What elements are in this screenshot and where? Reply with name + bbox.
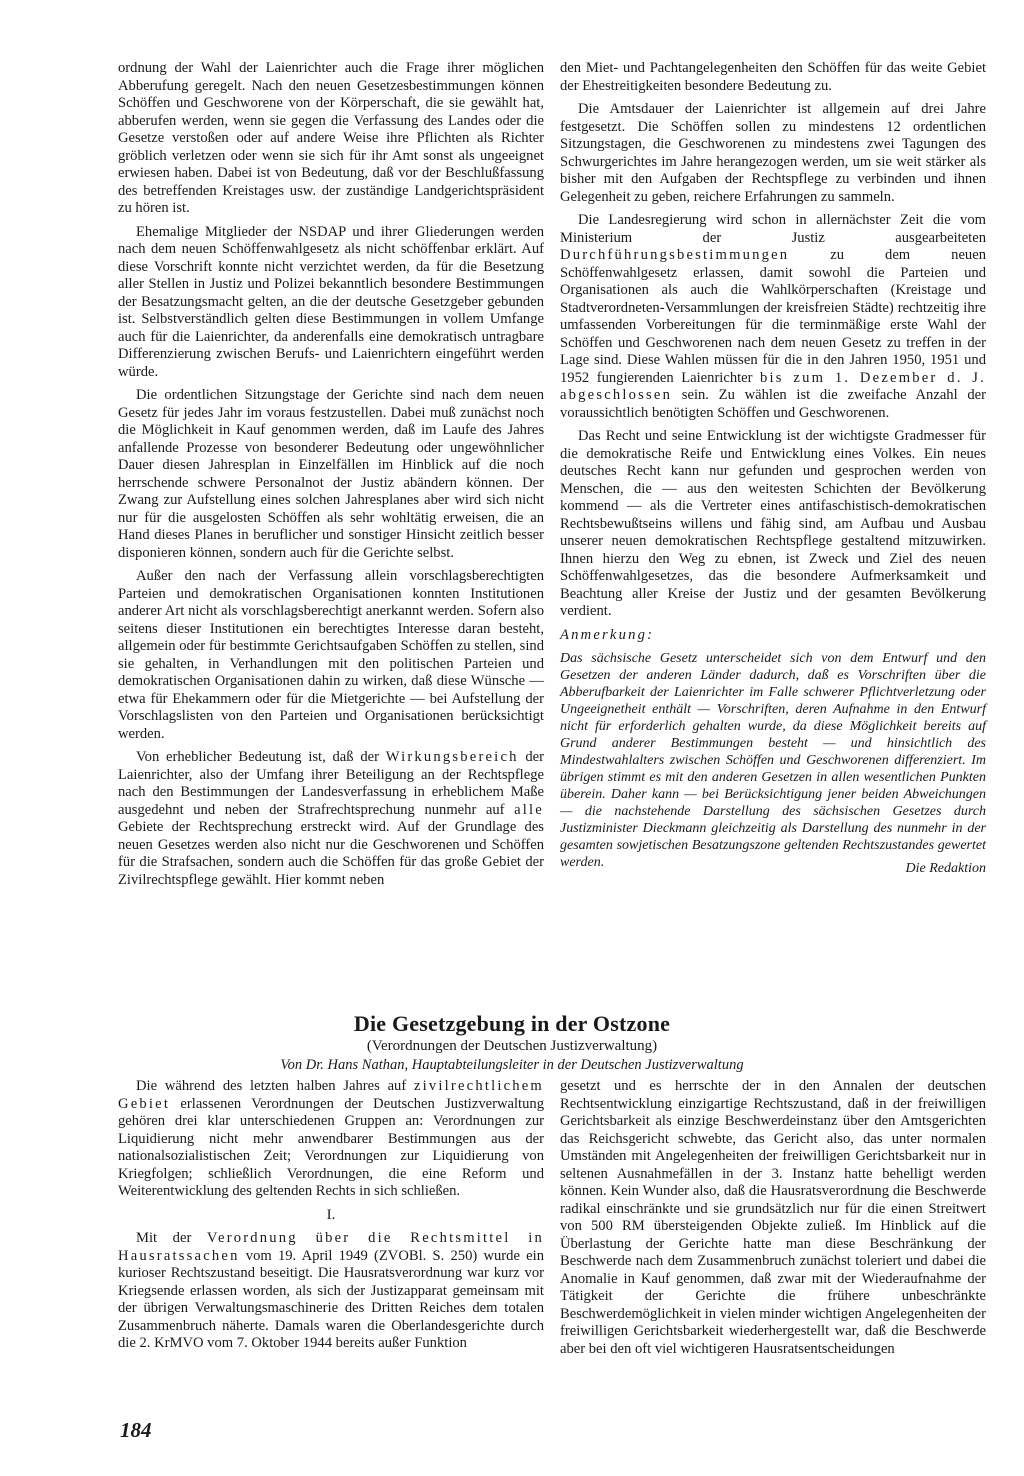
paragraph: Die Amtsdauer der Laienrichter ist allgemein auf drei Jahre festgesetzt. Die Schöffen sollen zu mindestens 12 ordentlichen Sitzungstagen, die Geschworenen zu mindestens zwei Tagungen des Schwurgerichtes im Jahre herangezogen werden, um sie weit stärker als bisher mit den Aufgaben der Rechtspflege zu verbinden und ihnen Gelegenheit zu geben, reichere Erfahrungen zu sammeln. [560,101,986,205]
column-1 [118,60,544,895]
article-title: Die Gesetzgebung in der Ostzone [353,1011,671,1036]
text-run: erlassenen Verordnungen der Deutschen Justizverwaltung gehören drei klar unterschiedenen Gruppen an: Verordnungen zur Liquidierung nicht mehr anwendbarer Bestimmungen aus der nationalsozialistischen Zeit; Verordnungen zur Liquidierung von Kriegfolgen; schließlich Verordnungen, die eine Reform und Weiterentwicklung des geltenden Rechts in sich schließen. [118,1095,544,1199]
paragraph: Ehemalige Mitglieder der NSDAP und ihrer Gliederungen werden nach dem neuen Schöffenwahlgesetz als nicht schöffenbar erklärt. Auf diese Vorschrift konnte nicht verzichtet werden, da für die Besetzung aller Stellen in Justiz und Polizei bekanntlich besondere Bestimmungen der Besatzungsmacht gelten, an die der deutsche Gesetzgeber gebunden ist. Selbstverständlich gelten diese Bestimmungen in vollem Umfange auch für die Laienrichter, da anderenfalls eine demokratisch untragbare Differenzierung zwischen Berufs- und Laienrichtern eingeführt werden würde. [118,223,544,380]
text-run: Von erheblicher Bedeutung ist, daß der [136,749,386,765]
spaced-emphasis: Verordnung über die Rechtsmittel in Hausratssachen [118,1230,544,1264]
paragraph: gesetzt und es herrschte der in den Annalen der deutschen Rechtsentwicklung einzigartige Rechtszustand, daß in der freiwilligen Gerichtsbarkeit als einzige Beschwerdeinstanz über den Amtsgerichten das Reichsgericht schwebte, das Gericht also, das unter normalen Umständen mit Angelegenheiten der freiwilligen Gerichtsbarkeit nur in seltenen Ausnahmefällen in der 3. Instanz hatte behelligt werden können. Kein Wunder also, daß die Hausratsverordnung die Beschwerde radikal einschränkte und sie grundsätzlich nur für die einen Streitwert von 500 RM übersteigenden Objekte zuließ. Im Hinblick auf die Überlastung der Gerichte hatte man diese Beschränkung der Beschwerde nach dem Zusammenbruch zunächst toleriert und dabei die Anomalie in Kauf genommen, daß zwar mit der Wiederaufnahme der Tätigkeit der Gerichte die frühere unbeschränkte Beschwerdemöglichkeit in vielen minder wichtigen Angelegenheiten der freiwilligen Gerichtsbarkeit wiederhergestellt war, daß die Beschwerde aber bei den oft viel wichtigeren Hausratsentscheidungen [560,1078,986,1357]
paragraph [118,1078,544,1201]
paragraph: ordnung der Wahl der Laienrichter auch die Frage ihrer möglichen Abberufung geregelt. Nach den neuen Gesetzesbestimmungen können Schöffen und Geschworene von der Körperschaft, die sie gewählt hat, abberufen werden, wenn sie gegen die Verfassung des Landes oder die Gesetze verstoßen oder auf andere Weise ihre Pflichten als Richter gröblich verletzen oder wenn sie sich für ihr Amt sonst als ungeeignet erwiesen haben. Dabei ist von Bedeutung, daß vor der Beschlußfassung des betreffenden Kreistages usw. der zuständige Landgerichtspräsident zu hören ist. [118,60,544,216]
paragraph: den Miet- und Pachtangelegenheiten den Schöffen für das weite Gebiet der Ehestreitigkeiten besondere Bedeutung zu. [560,60,986,94]
text-run: zu dem neuen Schöffenwahlgesetz erlassen, damit sowohl die Parteien und Organisationen als auch die Wahlkörperschaften (Kreistage und Stadtverordneten-Versammlungen der kreisfreien Städte) rechtzeitig ihre umfassenden Vorbereitungen für die terminmäßige erste Wahl der Schöffen und Geschworenen nach dem neuen Gesetz zu treffen in der Lage sind. Diese Wahlen müssen für die in den Jahren 1950, 1951 und 1952 fungierenden Laienrichter [560,247,986,386]
text-run: vom 19. April 1949 (ZVOBl. S. 250) wurde ein kurioser Rechtszustand beseitigt. Die Hausratsverordnung war kurz vor Kriegsende erlassen worden, als sich der Justizapparat gemeinsam mit der übrigen Verwaltungsmaschinerie des Dritten Reiches dem totalen Zusammenbruch näherte. Damals waren die Oberlandesgerichte durch die 2. KrMVO vom 7. Oktober 1944 bereits außer Funktion [118,1247,544,1351]
text-run: Die während des letzten halben Jahres auf [136,1078,414,1094]
paragraph: Das Recht und seine Entwicklung ist der wichtigste Gradmesser für die demokratische Reife und Entwicklung eines Volkes. Ein neues deutsches Recht kann nur gefunden und gesprochen werden von Menschen, die — aus den weitesten Schichten der Bevölkerung kommend — als die Vertreter eines antifaschistisch-demokratischen Rechtsbewußtseins willens und fähig sind, am Aufbau und Ausbau unserer neuen demokratischen Rechtspflege gestaltend mitzuwirken. Ihnen hierzu den Weg zu ebnen, ist Zweck und Ziel des neuen Schöffenwahlgesetzes, das die besondere Aufmerksamkeit und Beachtung aller Kreise der Justiz und der gesamten Bevölkerung verdient. [560,428,986,619]
paragraph: Die ordentlichen Sitzungstage der Gerichte sind nach dem neuen Gesetz für jedes Jahr im voraus festzustellen. Dabei muß zunächst noch die Möglichkeit in Kauf genommen werden, daß im Laufe des Jahres anfallende Prozesse von besonderer Bedeutung oder ungewöhnlicher Dauer diesen Jahresplan in Einzelfällen im Hinblick auf die noch herrschende schwere Personalnot der Justiz abändern können. Der Zwang zur Aufstellung eines solchen Jahresplanes aber wird sich nicht nur für die ausgelosten Schöffen als sehr wohltätig erweisen, die an Hand dieses Planes in beruflicher und sonstiger Hinsicht zeitlich besser disponieren können, sondern auch für die Gerichte selbst. [118,387,544,561]
spaced-emphasis: Wirkungsbereich [385,749,519,765]
paragraph [118,749,544,889]
section-number: I. [326,1206,336,1223]
spaced-emphasis: Durchführungsbestimmungen [560,247,790,263]
text-run: sein. Zu wählen ist die zweifache Anzahl der voraussichtlich benötigten Schöffen und Geschworenen. [560,387,986,421]
spaced-emphasis: alle [514,801,544,818]
spaced-emphasis: zivilrechtlichem Gebiet [118,1078,544,1112]
column-2 [560,60,986,878]
note-signature: Die Redaktion [905,861,986,876]
text-run: Die Landesregierung wird schon in allernächster Zeit die vom Ministerium der Justiz ausgearbeiteten [560,212,986,246]
column-3 [118,1078,544,1359]
editorial-note: Das sächsische Gesetz unterscheidet sich von dem Entwurf und den Gesetzen der anderen Länder dadurch, daß es Vorschriften über die Abberufbarkeit der Laienrichter im Falle schwerer Pflichtverletzung oder Ungeeignetheit enthält — Vorschriften, deren Aufnahme in den Entwurf nicht für erforderlich gehalten wurde, da diese Möglichkeit bereits auf Grund anderer Bestimmungen besteht — und hinsichtlich des Mindestwahlalters zwischen Schöffen und Geschworenen differenziert. Im übrigen stimmt es mit den anderen Gesetzen in allen wesentlichen Punkten überein. Daher kann — bei Berücksichtigung jener beiden Abweichungen — die nachstehende Darstellung des sächsischen Gesetzes durch Justizminister Dieckmann gleichzeitig als Darstellung des nunmehr in der gesamten sowjetischen Besatzungszone geltenden Rechtszustandes gewertet werden. [560,651,986,870]
article-byline: Von Dr. Hans Nathan, Hauptabteilungsleiter in der Deutschen Justizverwaltung [280,1057,744,1073]
text-run: Mit der [136,1230,207,1246]
page-number: 184 [120,1418,152,1442]
text-run: Gebiete der Rechtsprechung erstreckt wird. Auf der Grundlage des neuen Gesetzes werden also nicht nur die Geschworenen und Schöffen für die Strafsachen, sondern auch die Schöffen für das große Gebiet der Zivilrechtspflege gewählt. Hier kommt neben [118,819,544,888]
spaced-emphasis: bis zum 1. Dezember d. J. abgeschlossen [560,369,986,403]
paragraph [118,1230,544,1353]
article-subtitle: (Verordnungen der Deutschen Justizverwaltung) [366,1038,658,1054]
text-run: der Laienrichter, also der Umfang ihrer Beteiligung an der Rechtspflege nach den Bestimmungen der Landesverfassung in erheblichem Maße ausgedehnt und neben der Strafrechtsprechung nunmehr auf [118,749,544,818]
paragraph [560,212,986,422]
column-4 [560,1078,986,1364]
note-heading: Anmerkung: [560,626,655,643]
paragraph: Außer den nach der Verfassung allein vorschlagsberechtigten Parteien und demokratischen Organisationen konnten Institutionen anderer Art nicht als vorschlagsberechtigt anerkannt werden. Sofern also seitens dieser Institutionen ein berechtigtes Interesse daran besteht, allgemein oder für bestimmte Gerichtsaufgaben Schöffen zu stellen, sind sie gehalten, in Verhandlungen mit den politischen Parteien und demokratischen Organisationen dahin zu wirken, daß diese Wünsche — etwa für Ehekammern oder für die Mietgerichte — bei Aufstellung der Vorschlagslisten von den Parteien und Organisationen berücksichtigt werden. [118,568,544,742]
